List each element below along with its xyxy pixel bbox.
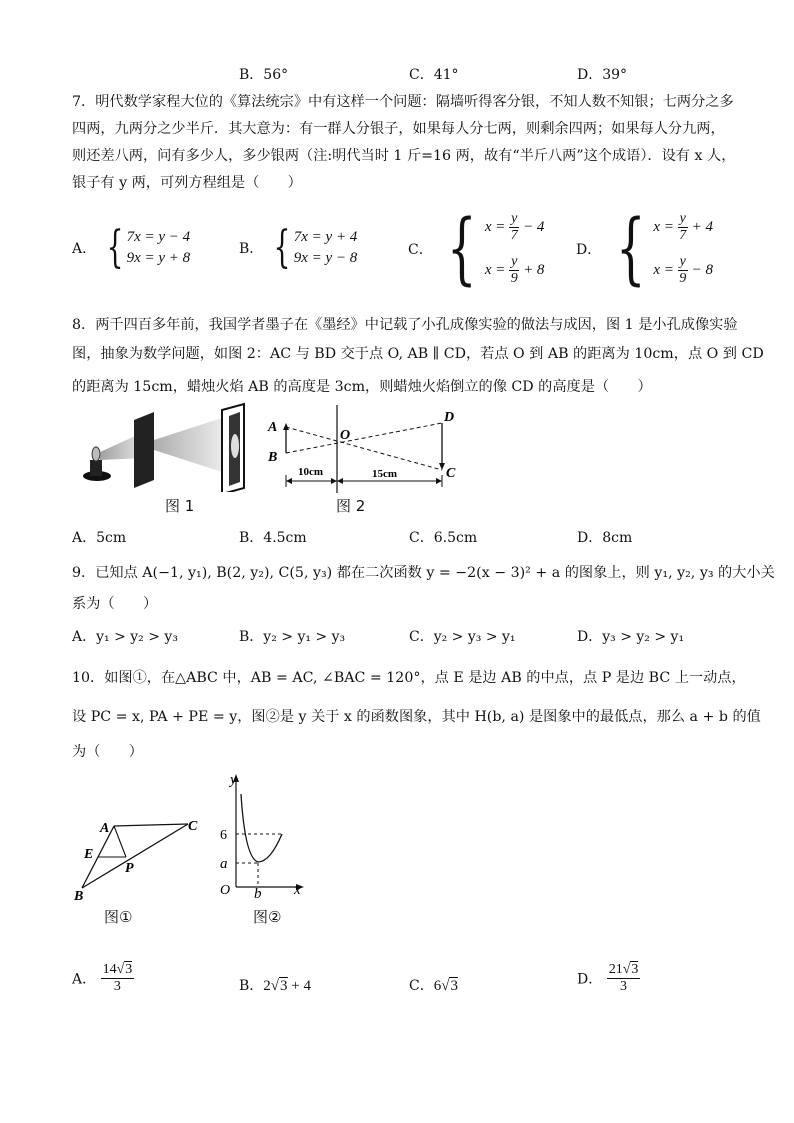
q9-option-b: B．y₂ > y₁ > y₃ — [239, 629, 346, 645]
fig2-caption: 图 2 — [336, 497, 366, 515]
fig-2-label-o: O — [220, 883, 231, 898]
q9-option-a: A．y₁ > y₂ > y₃ — [72, 629, 178, 645]
q7-b-eq2: 9x = y − 8 — [293, 250, 358, 266]
fig2-label-b: B — [268, 450, 278, 465]
q10-option-a: A． $\frac{14√3}{3}$ — [72, 962, 133, 994]
fig1-caption: 图 1 — [165, 497, 195, 515]
q7-b-eq1: 7x = y + 4 — [293, 229, 358, 245]
q8-option-a: A．5cm — [72, 530, 127, 546]
fig-2-label-six: 6 — [220, 828, 227, 843]
q10-line-3: 为（ ） — [72, 744, 143, 760]
fig-2-caption: 图② — [253, 908, 282, 926]
fig-1-label-b: B — [74, 889, 84, 902]
fig-2-label-x: x — [294, 882, 301, 898]
fig2-label-c: C — [446, 466, 456, 481]
q10-option-d: D． $\frac{21√3}{3}$ — [577, 962, 639, 994]
q7-option-a: A． { 7x = y − 4 9x = y + 8 — [72, 222, 191, 273]
fig-2-label-b: b — [254, 886, 262, 900]
fig-1-label-p: P — [125, 861, 134, 876]
q7-option-d: D． { x = $\frac{y}{7}$ + 4 x = $\frac{y}{9}$ − 8 — [576, 204, 713, 294]
q9-line-2: 系为（ ） — [72, 596, 158, 612]
fig-1-label-c: C — [188, 819, 198, 834]
q8-option-d: D．8cm — [577, 530, 633, 546]
q7-option-c: C． { x = $\frac{y}{7}$ − 4 x = $\frac{y}{9}$ + 8 — [408, 204, 545, 294]
q9-option-d: D．y₃ > y₂ > y₁ — [577, 629, 685, 645]
q6-option-c: C．41° — [409, 67, 459, 83]
function-graph-figure-2 — [210, 770, 310, 900]
fig2-label-d: D — [444, 410, 455, 425]
q7-a-eq2: 9x = y + 8 — [126, 250, 191, 266]
q10-option-c: C．6√3 — [409, 978, 458, 994]
q10-option-b: B．2√3 + 4 — [239, 978, 311, 994]
q7-line-3: 则还差八两，问有多少人，多少银两（注:明代当时 1 斤=16 两，故有“半斤八两”这个成语）．设有 x 人， — [72, 148, 736, 164]
fig-1-label-e: E — [84, 847, 94, 862]
q8-option-c: C．6.5cm — [409, 530, 478, 546]
q7-option-b: B． { 7x = y + 4 9x = y − 8 — [239, 222, 358, 273]
q10-line-2: 设 PC = x, PA + PE = y，图②是 y 关于 x 的函数图象，其中 H(b, a) 是图象中的最低点，那么 a + b 的值 — [72, 709, 761, 725]
q7-line-4: 银子有 y 两，可列方程组是（ ） — [72, 175, 302, 191]
fig2-label-o: O — [340, 428, 351, 443]
q9-option-c: C．y₂ > y₃ > y₁ — [409, 629, 516, 645]
q8-line-1: 8．两千四百多年前，我国学者墨子在《墨经》中记载了小孔成像实验的做法与成因，图 1 是小孔成像实验 — [72, 317, 738, 333]
triangle-figure-1 — [70, 810, 210, 902]
q7-line-1: 7．明代数学家程大位的《算法统宗》中有这样一个问题：隔墙听得客分银，不知人数不知银；七两分之多 — [72, 94, 734, 110]
q8-line-3: 的距离为 15cm，蜡烛火焰 AB 的高度是 3cm，则蜡烛火焰倒立的像 CD 的高度是（ ） — [72, 379, 652, 395]
pinhole-figure-1 — [72, 402, 262, 492]
pinhole-figure-2 — [262, 405, 467, 495]
q8-option-b: B．4.5cm — [239, 530, 307, 546]
fig-2-label-y: y — [230, 772, 237, 788]
fig-1-caption: 图① — [104, 908, 133, 926]
fig2-dist-10: 10cm — [298, 466, 324, 478]
q9-line-1: 9．已知点 A(−1, y₁), B(2, y₂), C(5, y₃) 都在二次函数 y = −2(x − 3)² + a 的图象上，则 y₁, y₂, y₃ 的大小关 — [72, 565, 775, 581]
q6-option-d: D．39° — [577, 67, 628, 83]
fig2-label-a: A — [268, 420, 278, 435]
fig-2-label-a: a — [220, 856, 228, 872]
q6-option-b: B．56° — [239, 67, 289, 83]
q7-a-eq1: 7x = y − 4 — [126, 229, 191, 245]
q10-line-1: 10．如图①，在△ABC 中，AB = AC, ∠BAC = 120°，点 E 是边 AB 的中点，点 P 是边 BC 上一动点， — [72, 670, 746, 686]
fig2-dist-15: 15cm — [372, 468, 398, 480]
q8-line-2: 图，抽象为数学问题，如图 2：AC 与 BD 交于点 O, AB ∥ CD，若点 O 到 AB 的距离为 10cm，点 O 到 CD — [72, 346, 764, 362]
fig-1-label-a: A — [100, 821, 110, 836]
q7-line-2: 四两，九两分之少半斤．其大意为：有一群人分银子，如果每人分七两，则剩余四两；如果每人分九两， — [72, 121, 725, 137]
